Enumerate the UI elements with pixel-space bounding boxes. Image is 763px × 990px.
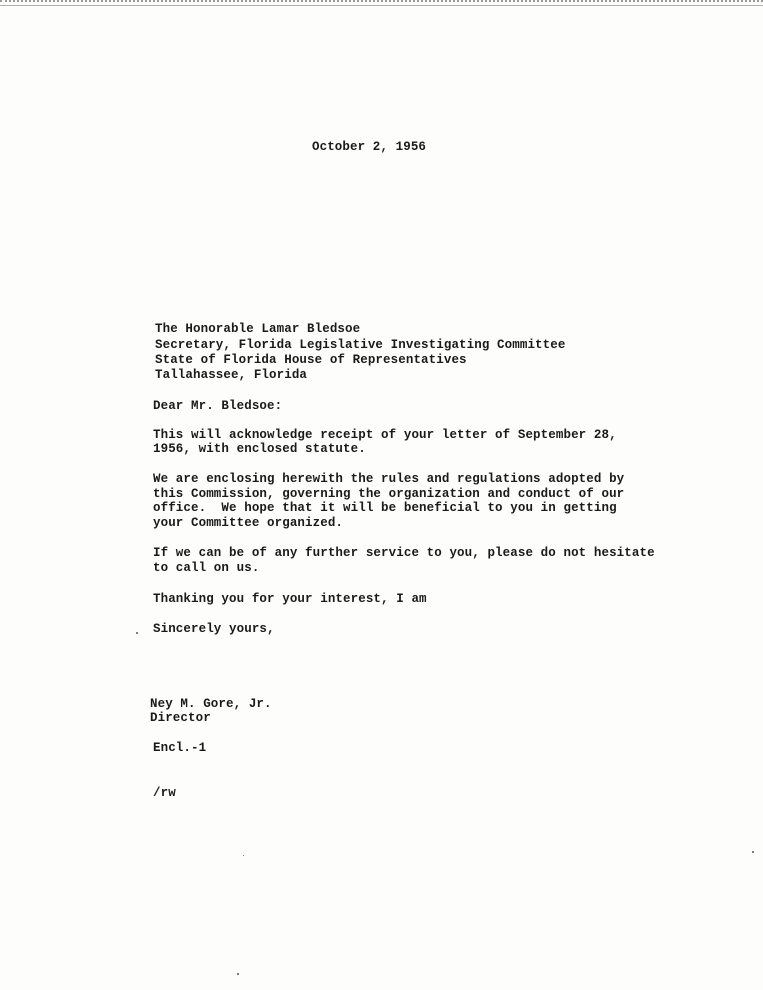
page-top-edge xyxy=(0,0,763,6)
paragraph-4: Thanking you for your interest, I am xyxy=(153,592,427,606)
paragraph-3-line-2: to call on us. xyxy=(153,561,260,575)
scan-speck xyxy=(243,855,244,856)
salutation: Dear Mr. Bledsoe: xyxy=(153,399,283,413)
recipient-title: Secretary, Florida Legislative Investigating Committee xyxy=(155,338,566,352)
paragraph-2-line-4: your Committee organized. xyxy=(153,516,344,530)
enclosure-notation: Encl.-1 xyxy=(153,741,207,755)
paragraph-2-line-1: We are enclosing herewith the rules and regulations adopted by xyxy=(153,472,625,486)
scan-speck xyxy=(237,973,239,975)
recipient-organization: State of Florida House of Representatives xyxy=(155,353,467,367)
typist-initials: /rw xyxy=(153,786,176,800)
recipient-city: Tallahassee, Florida xyxy=(155,368,308,382)
paragraph-1-line-1: This will acknowledge receipt of your letter of September 28, xyxy=(153,428,617,442)
complimentary-closing: Sincerely yours, xyxy=(153,622,275,636)
paragraph-1-line-2: 1956, with enclosed statute. xyxy=(153,442,366,456)
paragraph-3-line-1: If we can be of any further service to you, please do not hesitate xyxy=(153,546,655,560)
recipient-name: The Honorable Lamar Bledsoe xyxy=(155,322,361,336)
paragraph-2-line-3: office. We hope that it will be beneficial to you in getting xyxy=(153,501,617,515)
scan-speck xyxy=(136,632,138,634)
signer-name: Ney M. Gore, Jr. xyxy=(150,697,272,711)
signer-title: Director xyxy=(150,711,211,725)
letter-date: October 2, 1956 xyxy=(312,140,427,154)
scan-speck xyxy=(752,851,754,853)
paragraph-2-line-2: this Commission, governing the organization and conduct of our xyxy=(153,487,625,501)
